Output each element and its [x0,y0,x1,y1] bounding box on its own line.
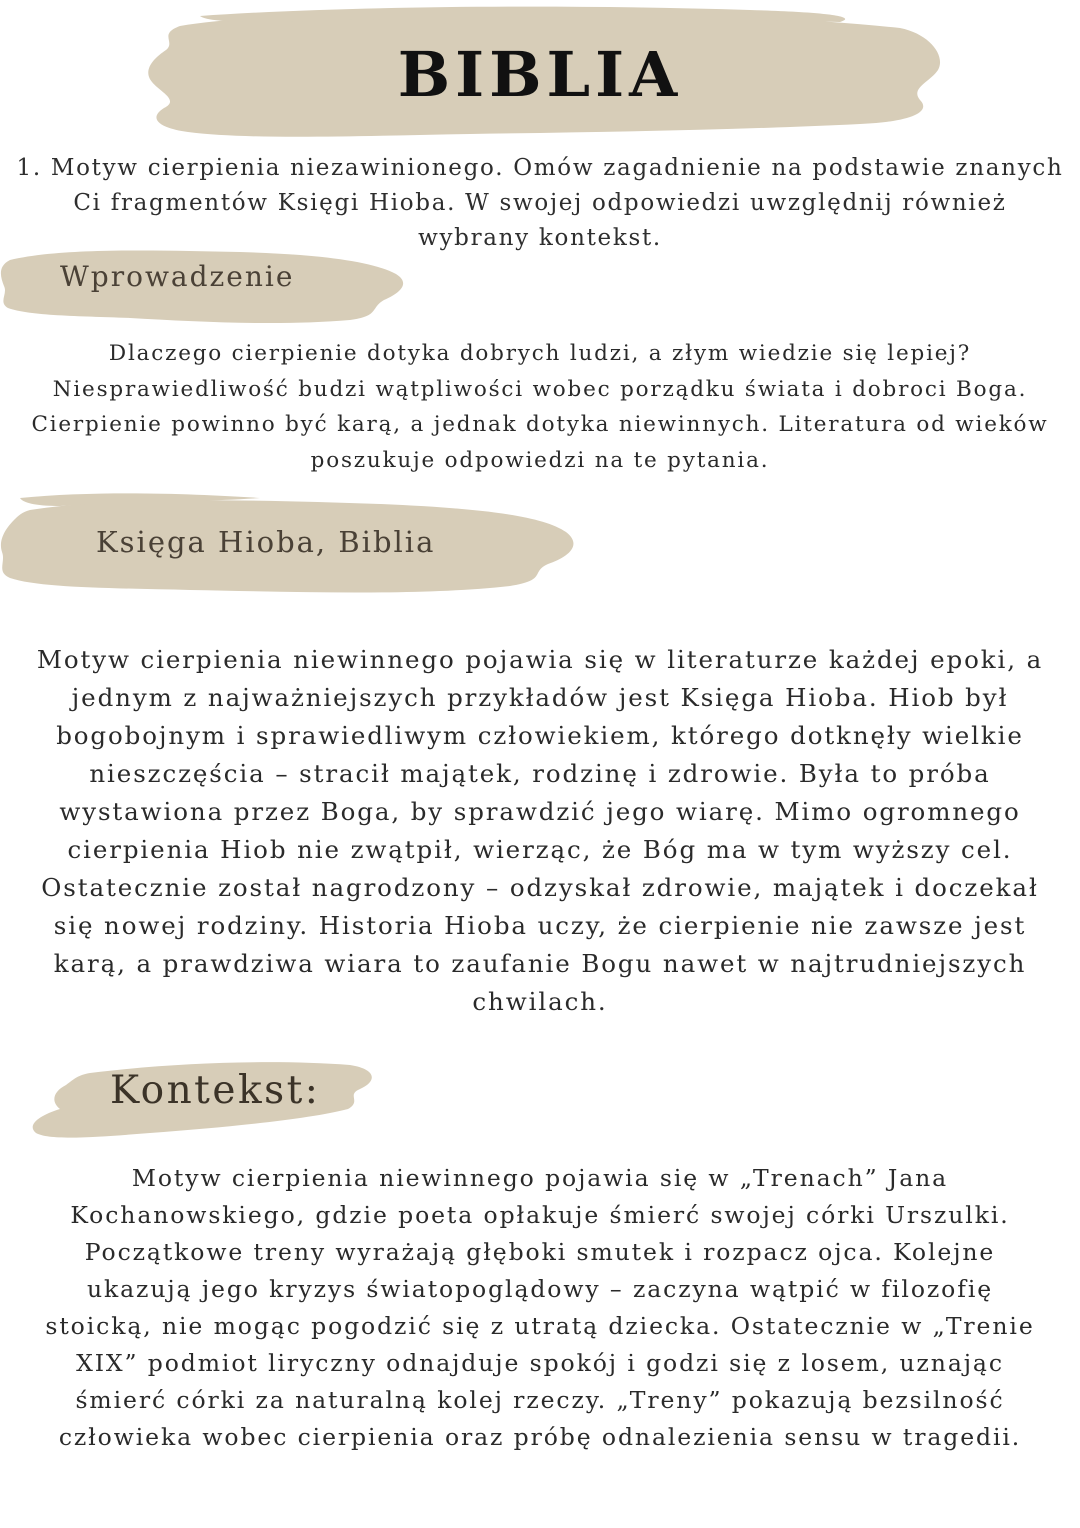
paragraph-line: cierpienia Hiob nie zwątpił, wierząc, że Bóg ma w tym wyższy cel. [67,835,1013,864]
paragraph-line: Ostatecznie został nagrodzony – odzyskał zdrowie, majątek i doczekał [41,873,1039,902]
paragraph-line: XIX” podmiot liryczny odnajduje spokój i godzi się z losem, uznając [76,1349,1004,1377]
hiob-paragraph [0,641,1080,1021]
paragraph-line: Dlaczego cierpienie dotyka dobrych ludzi, a złym wiedzie się lepiej? [108,341,972,366]
paragraph-line: chwilach. [472,987,608,1016]
paragraph-line: Motyw cierpienia niewinnego pojawia się w „Trenach” Jana [131,1164,949,1192]
question-line: Ci fragmentów Księgi Hioba. W swojej odpowiedzi uwzględnij również [73,190,1007,216]
paragraph-line: Niesprawiedliwość budzi wątpliwości wobec porządku świata i dobroci Boga. [52,376,1028,402]
paragraph-line: Początkowe treny wyrażają głęboki smutek i rozpacz ojca. Kolejne [84,1238,996,1266]
paragraph-line: jednym z najważniejszych przykładów jest Księga Hioba. Hiob był [71,683,1009,712]
paragraph-line: człowieka wobec cierpienia oraz próbę odnalezienia sensu w tragedii. [58,1423,1022,1451]
paragraph-line: poszukuje odpowiedzi na te pytania. [310,447,770,473]
paragraph-line: nieszczęścia – stracił majątek, rodzinę i zdrowie. Była to próba [89,759,991,788]
paragraph-line: karą, a prawdziwa wiara to zaufanie Bogu nawet w najtrudniejszych [53,949,1027,978]
paragraph-line: bogobojnym i sprawiedliwym człowiekiem, którego dotknęły wielkie [56,721,1024,750]
intro-paragraph [0,336,1080,478]
paragraph-line: Motyw cierpienia niewinnego pojawia się w literaturze każdej epoki, a [36,645,1044,674]
paragraph-line: Kochanowskiego, gdzie poeta opłakuje śmierć swojej córki Urszulki. [70,1201,1010,1229]
section-heading-context: Kontekst: [110,1068,321,1113]
paragraph-line: ukazują jego kryzys światopoglądowy – zaczyna wątpić w filozofię [86,1275,994,1303]
paragraph-line: się nowej rodziny. Historia Hioba uczy, że cierpienie nie zawsze jest [53,911,1027,940]
question-line: wybrany kontekst. [418,225,662,251]
question-text [0,151,1080,256]
paragraph-line: stoicką, nie mogąc pogodzić się z utratą dziecka. Ostatecznie w „Trenie [45,1312,1035,1340]
paragraph-line: wystawiona przez Boga, by sprawdzić jego wiarę. Mimo ogromnego [59,797,1021,826]
section-heading-hiob: Księga Hioba, Biblia [96,525,436,559]
page-title: BIBLIA [397,38,683,111]
section-heading-intro: Wprowadzenie [60,260,295,293]
paragraph-line: śmierć córki za naturalną kolej rzeczy. „Treny” pokazują bezsilność [75,1386,1005,1414]
paragraph-line: Cierpienie powinno być karą, a jednak dotyka niewinnych. Literatura od wieków [31,412,1049,437]
context-paragraph [0,1160,1080,1456]
question-line: 1. Motyw cierpienia niezawinionego. Omów zagadnienie na podstawie znanych [16,155,1064,181]
